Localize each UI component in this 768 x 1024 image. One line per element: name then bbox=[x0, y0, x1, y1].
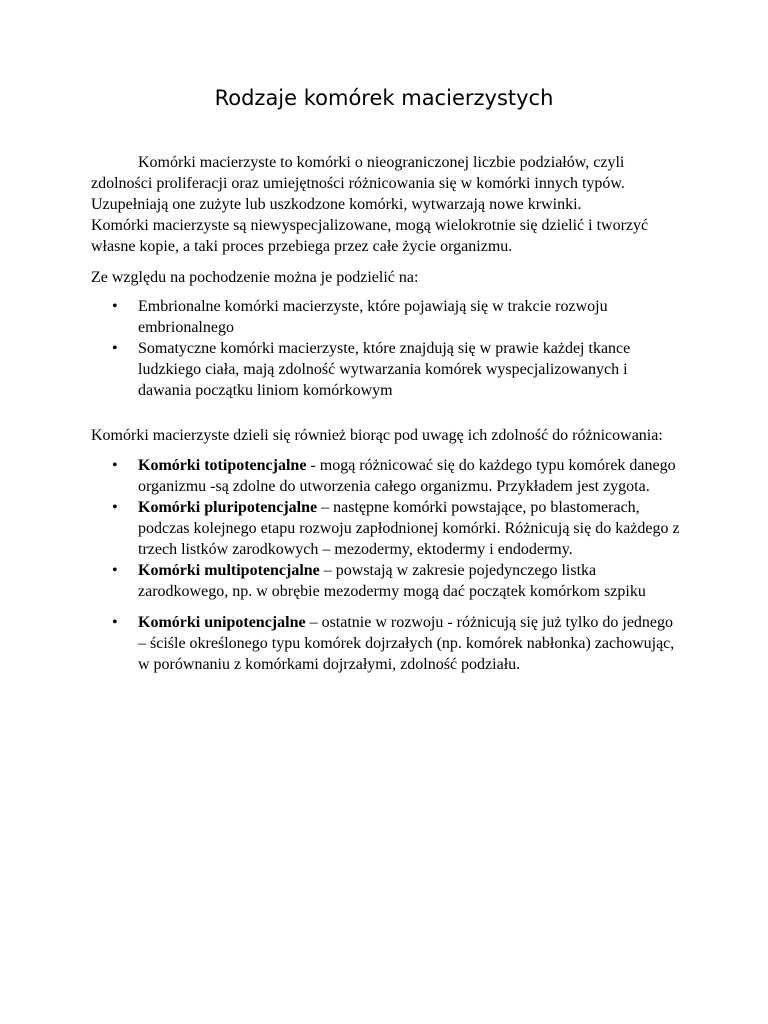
bullet-icon: • bbox=[112, 614, 118, 631]
list-item-term: Komórki pluripotencjalne bbox=[138, 499, 318, 516]
list-item-term: Komórki totipotencjalne bbox=[138, 457, 307, 474]
list-item-text: – ostatnie w rozwoju - różnicują się już tylko do jednego – ściśle określonego typu komórek dojrzałych (np. komórek nabłonka) zachowując, w porównaniu z komórkami dojrzałymi, zdolność podziału. bbox=[138, 614, 675, 673]
bullet-icon: • bbox=[112, 562, 118, 579]
list-item-term: Komórki multipotencjalne bbox=[138, 562, 320, 579]
document-body bbox=[91, 152, 681, 675]
bullet-icon: • bbox=[112, 499, 118, 516]
list-item-text: Embrionalne komórki macierzyste, które pojawiają się w trakcie rozwoju embrionalnego bbox=[138, 298, 608, 336]
list-item-text: Somatyczne komórki macierzyste, które znajdują się w prawie każdej tkance ludzkiego ciała, mają zdolność wytwarzania komórek wyspecjalizowanych i dawania początku liniom komórkowym bbox=[138, 340, 631, 399]
bullet-icon: • bbox=[112, 298, 118, 315]
list-item-text: – następne komórki powstające, po blastomerach, podczas kolejnego etapu rozwoju zapłodnionej komórki. Różnicują się do każdego z trzech listków zarodkowych – mezodermy, ektodermy i endodermy. bbox=[138, 499, 680, 558]
list-item-text: - mogą różnicować się do każdego typu komórek danego organizmu -są zdolne do utworzenia całego organizmu. Przykładem jest zygota. bbox=[138, 457, 676, 495]
potency-lead: Komórki macierzyste dzieli się również biorąc pod uwagę ich zdolność do różnicowania: bbox=[91, 427, 663, 444]
intro-paragraph-2: Komórki macierzyste są niewyspecjalizowane, mogą wielokrotnie się dzielić i tworzyć własne kopie, a taki proces przebiega przez całe życie organizmu. bbox=[91, 217, 649, 255]
list-item bbox=[91, 296, 681, 338]
intro-paragraph-1: Komórki macierzyste to komórki o nieograniczonej liczbie podziałów, czyli zdolności proliferacji oraz umiejętności różnicowania się w komórki innych typów. Uzupełniają one zużyte lub uszkodzone komórki, wytwarzają nowe krwinki. bbox=[91, 154, 625, 213]
potency-list bbox=[91, 455, 681, 675]
bullet-icon: • bbox=[112, 340, 118, 357]
list-item bbox=[91, 497, 681, 560]
list-item bbox=[91, 560, 681, 602]
list-item bbox=[91, 455, 681, 497]
list-item-term: Komórki unipotencjalne bbox=[138, 614, 306, 631]
page-title: Rodzaje komórek macierzystych bbox=[214, 86, 554, 110]
origin-list bbox=[91, 296, 681, 401]
list-item bbox=[91, 338, 681, 401]
bullet-icon: • bbox=[112, 457, 118, 474]
list-item bbox=[91, 612, 681, 675]
origin-lead: Ze względu na pochodzenie można je podzielić na: bbox=[91, 269, 419, 286]
list-item-text: – powstają w zakresie pojedynczego listka zarodkowego, np. w obrębie mezodermy mogą dać początek komórkom szpiku bbox=[138, 562, 646, 600]
